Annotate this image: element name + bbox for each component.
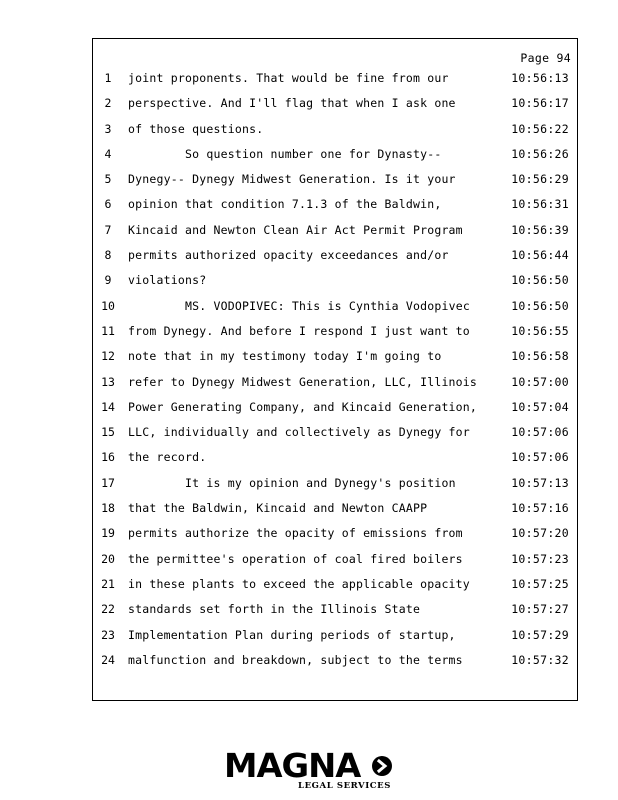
chevron-right-circle-icon xyxy=(372,756,392,776)
line-timestamp: 10:56:44 xyxy=(511,248,569,263)
line-timestamp: 10:56:50 xyxy=(511,298,569,313)
transcript-line xyxy=(93,501,577,526)
page-number: Page 94 xyxy=(520,51,571,65)
transcript-line xyxy=(93,552,577,577)
line-number: 3 xyxy=(104,121,112,136)
transcript-lines xyxy=(93,71,577,678)
line-text: LLC, individually and collectively as Dynegy for xyxy=(128,425,470,440)
transcript-line xyxy=(93,349,577,374)
line-number: 15 xyxy=(101,425,115,440)
transcript-line xyxy=(93,375,577,400)
line-number: 20 xyxy=(101,551,115,566)
line-timestamp: 10:56:50 xyxy=(511,273,569,288)
line-text: Kincaid and Newton Clean Air Act Permit Program xyxy=(128,222,463,237)
line-timestamp: 10:57:27 xyxy=(511,602,569,617)
line-timestamp: 10:56:31 xyxy=(511,197,569,212)
transcript-page xyxy=(92,38,578,701)
line-text: perspective. And I'll flag that when I ask one xyxy=(128,96,456,111)
line-timestamp: 10:57:06 xyxy=(511,425,569,440)
line-text: Dynegy-- Dynegy Midwest Generation. Is it your xyxy=(128,172,456,187)
transcript-line xyxy=(93,476,577,501)
line-number: 7 xyxy=(104,222,112,237)
line-number: 23 xyxy=(101,627,115,642)
transcript-line xyxy=(93,577,577,602)
line-text: note that in my testimony today I'm going to xyxy=(128,349,442,364)
line-text: opinion that condition 7.1.3 of the Baldwin, xyxy=(128,197,442,212)
line-text: that the Baldwin, Kincaid and Newton CAAPP xyxy=(128,501,428,516)
line-timestamp: 10:57:32 xyxy=(511,652,569,667)
line-text: of those questions. xyxy=(128,121,264,136)
logo-wordmark: MAGNA xyxy=(224,746,361,785)
line-number: 18 xyxy=(101,501,115,516)
line-timestamp: 10:57:23 xyxy=(511,551,569,566)
transcript-line xyxy=(93,400,577,425)
line-number: 14 xyxy=(101,399,115,414)
transcript-line xyxy=(93,425,577,450)
line-timestamp: 10:56:39 xyxy=(511,222,569,237)
line-text: joint proponents. That would be fine from our xyxy=(128,71,449,85)
logo-subtitle: LEGAL SERVICES xyxy=(298,781,391,791)
line-number: 9 xyxy=(104,273,112,288)
line-number: 16 xyxy=(101,450,115,465)
line-number: 1 xyxy=(104,71,112,85)
line-number: 5 xyxy=(104,172,112,187)
magna-logo xyxy=(224,748,394,792)
line-number: 8 xyxy=(104,248,112,263)
transcript-line xyxy=(93,653,577,678)
line-number: 22 xyxy=(101,602,115,617)
line-number: 19 xyxy=(101,526,115,541)
line-timestamp: 10:56:26 xyxy=(511,146,569,161)
transcript-line xyxy=(93,96,577,121)
line-timestamp: 10:57:00 xyxy=(511,374,569,389)
line-text: MS. VODOPIVEC: This is Cynthia Vodopivec xyxy=(185,298,470,313)
line-number: 21 xyxy=(101,576,115,591)
line-number: 2 xyxy=(104,96,112,111)
line-timestamp: 10:56:55 xyxy=(511,323,569,338)
line-number: 11 xyxy=(101,323,115,338)
line-number: 10 xyxy=(101,298,115,313)
line-text: refer to Dynegy Midwest Generation, LLC, Illinois xyxy=(128,374,478,389)
line-timestamp: 10:57:16 xyxy=(511,501,569,516)
transcript-line xyxy=(93,223,577,248)
transcript-line xyxy=(93,172,577,197)
line-number: 24 xyxy=(101,652,115,667)
line-timestamp: 10:57:20 xyxy=(511,526,569,541)
transcript-line xyxy=(93,526,577,551)
transcript-line xyxy=(93,122,577,147)
transcript-line xyxy=(93,147,577,172)
line-text: It is my opinion and Dynegy's position xyxy=(185,475,456,490)
line-timestamp: 10:57:06 xyxy=(511,450,569,465)
line-text: So question number one for Dynasty-- xyxy=(185,146,442,161)
transcript-line xyxy=(93,628,577,653)
transcript-line xyxy=(93,324,577,349)
line-number: 12 xyxy=(101,349,115,364)
transcript-line xyxy=(93,602,577,627)
line-text: in these plants to exceed the applicable opacity xyxy=(128,576,470,591)
line-text: from Dynegy. And before I respond I just want to xyxy=(128,323,470,338)
transcript-line xyxy=(93,450,577,475)
line-text: permits authorize the opacity of emissions from xyxy=(128,526,463,541)
line-text: Power Generating Company, and Kincaid Generation, xyxy=(128,399,478,414)
line-text: malfunction and breakdown, subject to the terms xyxy=(128,652,463,667)
line-timestamp: 10:57:25 xyxy=(511,576,569,591)
line-timestamp: 10:57:13 xyxy=(511,475,569,490)
transcript-line xyxy=(93,197,577,222)
line-text: violations? xyxy=(128,273,207,288)
line-text: permits authorized opacity exceedances and/or xyxy=(128,248,449,263)
line-text: the record. xyxy=(128,450,207,465)
line-timestamp: 10:57:04 xyxy=(511,399,569,414)
line-number: 17 xyxy=(101,475,115,490)
line-timestamp: 10:57:29 xyxy=(511,627,569,642)
line-timestamp: 10:56:13 xyxy=(511,71,569,85)
line-text: Implementation Plan during periods of startup, xyxy=(128,627,456,642)
line-text: the permittee's operation of coal fired boilers xyxy=(128,551,463,566)
line-number: 4 xyxy=(104,146,112,161)
transcript-line xyxy=(93,299,577,324)
transcript-line xyxy=(93,71,577,96)
transcript-line xyxy=(93,273,577,298)
line-timestamp: 10:56:17 xyxy=(511,96,569,111)
line-number: 13 xyxy=(101,374,115,389)
line-number: 6 xyxy=(104,197,112,212)
line-timestamp: 10:56:29 xyxy=(511,172,569,187)
transcript-line xyxy=(93,248,577,273)
line-timestamp: 10:56:58 xyxy=(511,349,569,364)
line-text: standards set forth in the Illinois State xyxy=(128,602,421,617)
line-timestamp: 10:56:22 xyxy=(511,121,569,136)
